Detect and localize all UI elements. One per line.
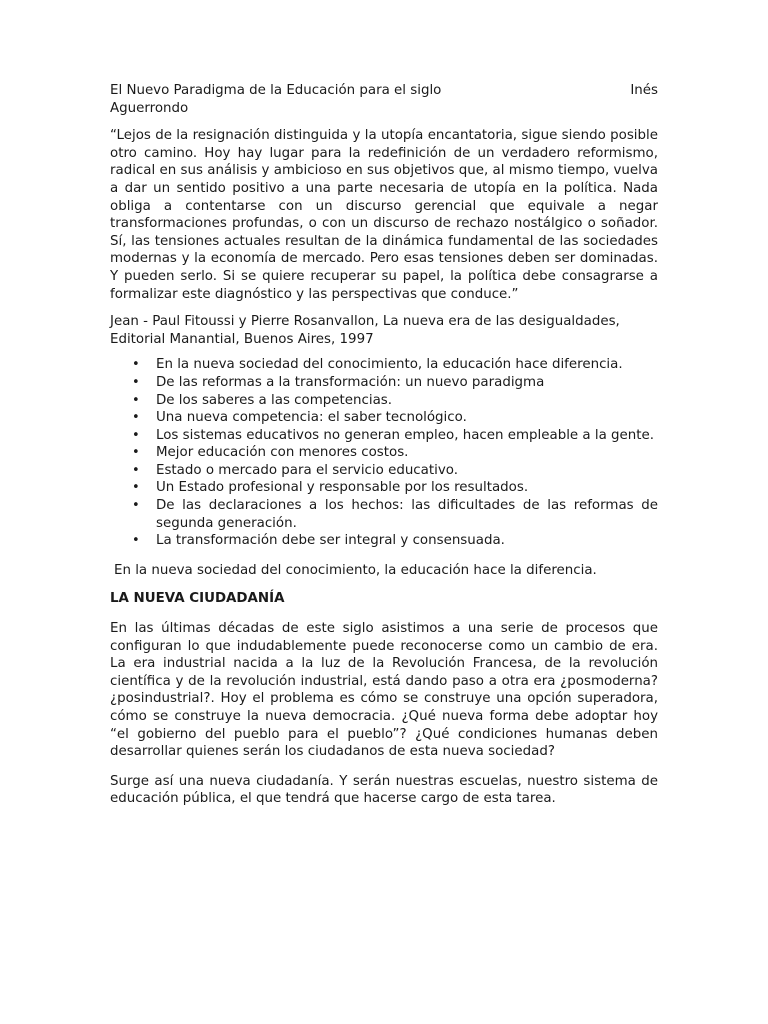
- document-page: [110, 82, 658, 808]
- bullet-icon: •: [132, 410, 140, 426]
- list-item: • De los saberes a las competencias.: [132, 392, 393, 408]
- author-first-name: Inés: [630, 83, 658, 98]
- bullet-icon: •: [132, 498, 140, 514]
- epigraph-quote: “Lejos de la resignación distinguida y la utopía encantatoria, sigue siendo posible otro camino. Hoy hay lugar para la redefinición de un verdadero reformismo, radical en sus análisis y ambicioso en sus objetivos que, al mismo tiempo, vuelva a dar un sentido positivo a una parte necesaria de utopía en la política. Nada obliga a contentarse con un discurso gerencial que equivale a negar transformaciones profundas, o con un discurso de rechazo nostálgico o soñador. Sí, las tensiones actuales resultan de la dinámica fundamental de las sociedades modernas y la economía de mercado. Pero esas tensiones deben ser dominadas. Y pueden serlo. Si se quiere recuperar su papel, la política debe consagrarse a formalizar este diagnóstico y las perspectivas que conduce.”: [110, 128, 658, 302]
- lead-sentence: En la nueva sociedad del conocimiento, la educación hace la diferencia.: [114, 562, 597, 578]
- bullet-icon: •: [132, 357, 140, 373]
- list-item: • De las reformas a la transformación: un nuevo paradigma: [132, 374, 545, 390]
- list-item: • Los sistemas educativos no generan empleo, hacen empleable a la gente.: [132, 427, 655, 443]
- section-heading: LA NUEVA CIUDADANÍA: [110, 591, 285, 607]
- list-item: • Una nueva competencia: el saber tecnológico.: [132, 410, 467, 426]
- bullet-icon: •: [132, 392, 140, 408]
- bullet-icon: •: [132, 427, 140, 443]
- body-paragraph-2: Surge así una nueva ciudadanía. Y serán nuestras escuelas, nuestro sistema de educación pública, el que tendrá que hacerse cargo de esta tarea.: [110, 773, 658, 807]
- body-paragraph-1: En las últimas décadas de este siglo asistimos a una serie de procesos que configuran lo que indudablemente puede reconocerse como un cambio de era. La era industrial nacida a la luz de la Revolución Francesa, de la revolución científica y de la revolución industrial, está dando paso a otra era ¿posmoderna? ¿posindustrial?. Hoy el problema es cómo se construye una opción superadora, cómo se construye la nueva democracia. ¿Qué nueva forma debe adoptar hoy “el gobierno del pueblo para el pueblo”? ¿Qué condiciones humanas deben desarrollar quienes serán los ciudadanos de esta nueva sociedad?: [110, 621, 658, 760]
- document-title-line: [110, 82, 658, 100]
- topic-list: [110, 356, 658, 550]
- list-item: • Un Estado profesional y responsable por los resultados.: [132, 480, 529, 496]
- document-title: El Nuevo Paradigma de la Educación para el siglo: [110, 83, 442, 98]
- list-item: • Estado o mercado para el servicio educativo.: [132, 462, 458, 478]
- quote-source: Jean - Paul Fitoussi y Pierre Rosanvallon, La nueva era de las desigualdades, Editorial Manantial, Buenos Aires, 1997: [110, 314, 620, 347]
- author-last-name: Aguerrondo: [110, 100, 189, 116]
- bullet-icon: •: [132, 480, 140, 496]
- list-item: • La transformación debe ser integral y consensuada.: [132, 533, 505, 549]
- bullet-icon: •: [132, 533, 140, 549]
- bullet-icon: •: [132, 374, 140, 390]
- list-item: • Mejor educación con menores costos.: [132, 445, 409, 461]
- list-item: • En la nueva sociedad del conocimiento, la educación hace diferencia.: [132, 357, 623, 373]
- bullet-icon: •: [132, 445, 140, 461]
- bullet-icon: •: [132, 462, 140, 478]
- list-item: • De las declaraciones a los hechos: las dificultades de las reformas de segunda generación.: [132, 498, 658, 531]
